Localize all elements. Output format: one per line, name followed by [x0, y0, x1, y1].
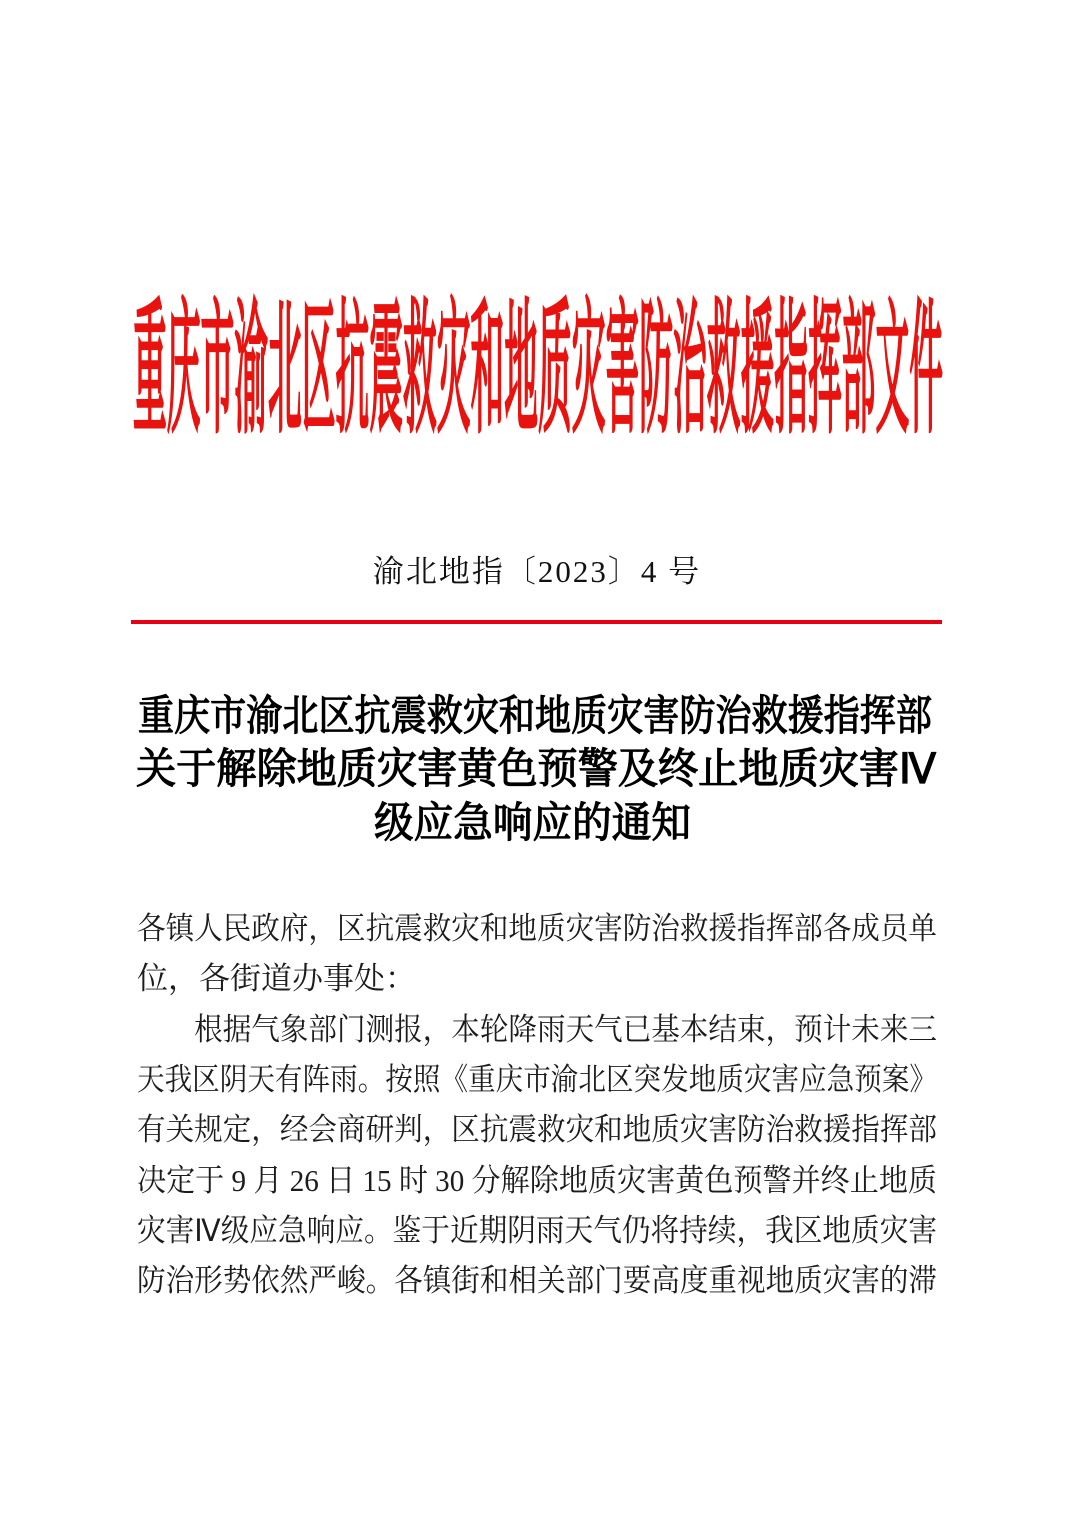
body-line	[137, 1213, 1003, 1249]
body-line	[137, 1163, 990, 1199]
body-line-text: 根据气象部门测报，本轮降雨天气已基本结束，预计未来三	[137, 1012, 937, 1047]
body-line	[137, 1062, 1036, 1098]
body-line-text: 决定于 9 月 26 日 15 时 30 分解除地质灾害黄色预警并终止地质	[137, 1163, 937, 1198]
body-line	[137, 961, 416, 997]
body-line	[137, 1012, 1005, 1048]
body-line-text: 各镇人民政府，区抗震救灾和地质灾害防治救援指挥部各成员单	[137, 911, 937, 946]
red-divider-line	[131, 620, 942, 624]
body-line	[137, 911, 1005, 947]
document-title-text-2: 关于解除地质灾害黄色预警及终止地质灾害Ⅳ	[136, 747, 936, 793]
document-title-line-3	[374, 799, 710, 849]
body-line	[137, 1112, 1005, 1148]
issuing-authority-banner-text: 重庆市渝北区抗震救灾和地质灾害防治救援指挥部文件	[133, 289, 943, 452]
red-header-banner	[133, 289, 1074, 452]
body-line-text: 灾害Ⅳ级应急响应。鉴于近期阴雨天气仍将持续，我区地质灾害	[137, 1213, 937, 1248]
document-number: 渝北地指〔2023〕4 号	[372, 554, 702, 589]
document-title-line-2	[136, 745, 973, 795]
body-line-text: 防治形势依然严峻。各镇街和相关部门要高度重视地质灾害的滞	[137, 1263, 937, 1298]
body-line-text: 位，各街道办事处：	[137, 961, 416, 996]
body-line	[137, 1263, 1005, 1299]
document-title-text-3: 级应急响应的通知	[374, 801, 691, 847]
document-title-line-1	[138, 692, 1062, 742]
document-title-text-1: 重庆市渝北区抗震救灾和地质灾害防治救援指挥部	[138, 694, 932, 740]
body-line-text: 有关规定，经会商研判，区抗震救灾和地质灾害防治救援指挥部	[137, 1112, 937, 1147]
body-line-text: 天我区阴天有阵雨。按照《重庆市渝北区突发地质灾害应急预案》	[137, 1062, 937, 1097]
